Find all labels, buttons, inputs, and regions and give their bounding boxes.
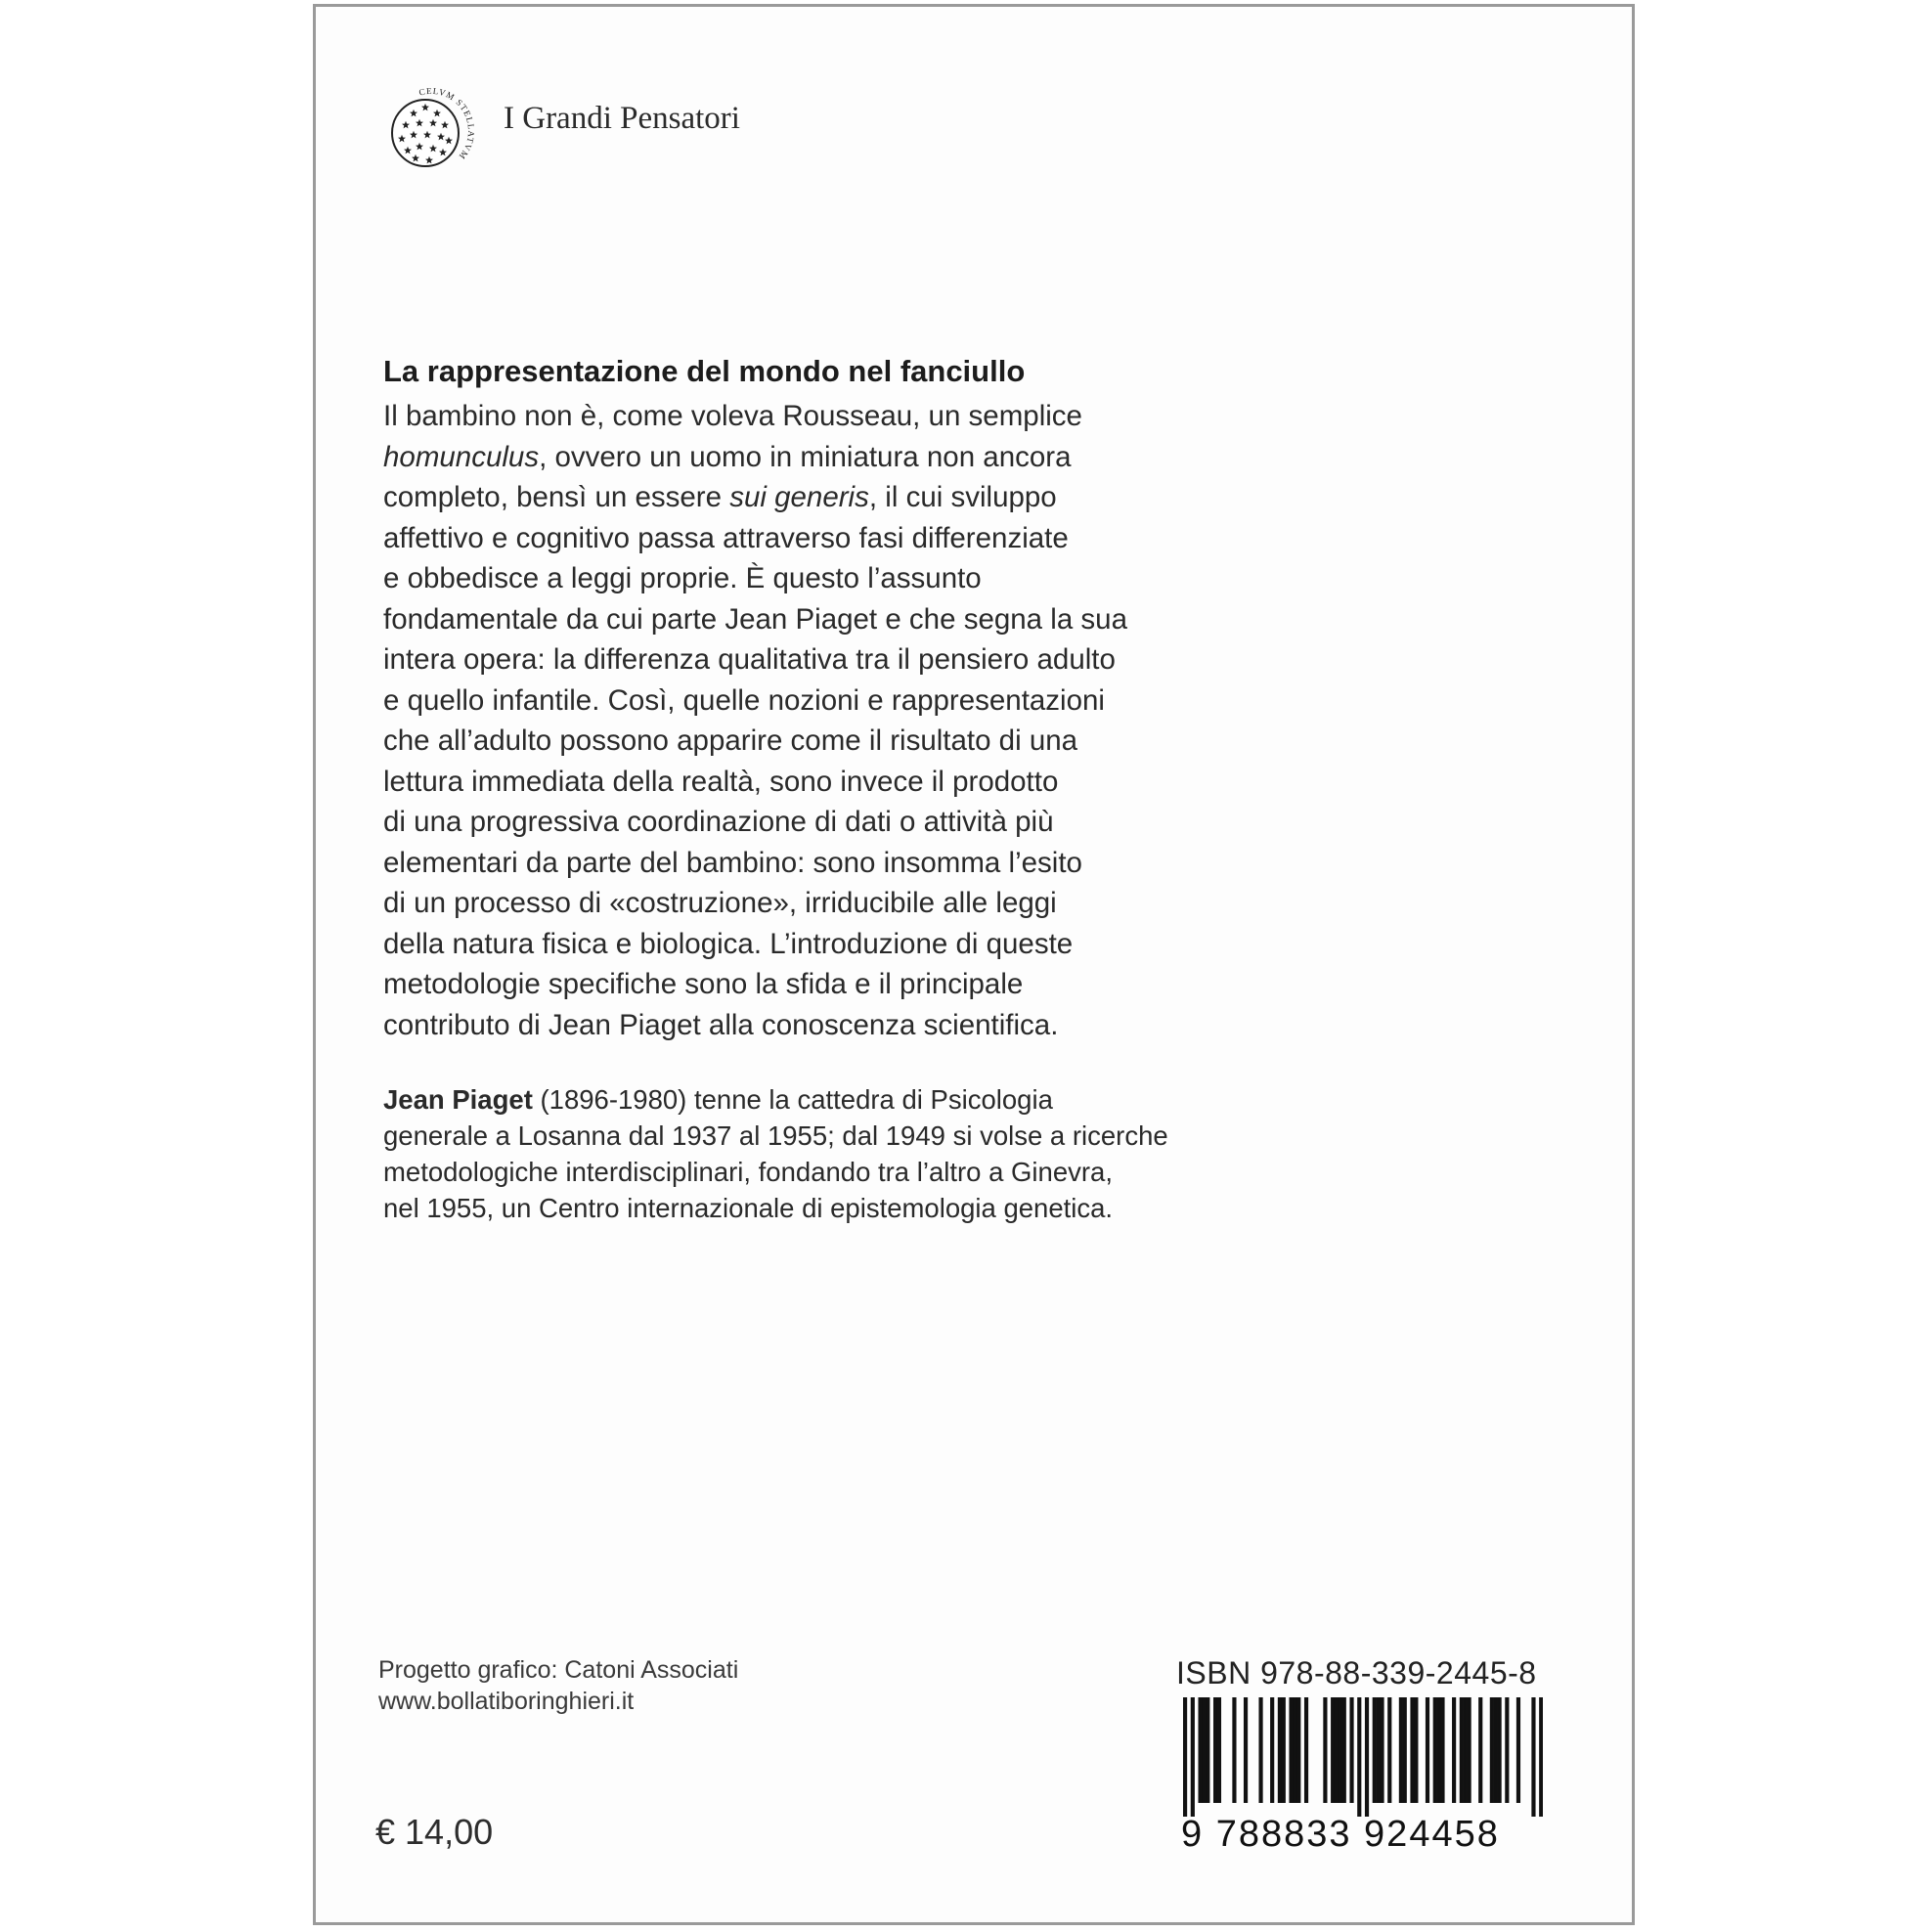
- bio-line: [383, 1154, 1244, 1190]
- barcode-bar: [1460, 1697, 1464, 1803]
- barcode-bar: [1213, 1697, 1217, 1803]
- barcode-bar: [1183, 1697, 1187, 1817]
- barcode-bar: [1232, 1697, 1236, 1803]
- price: € 14,00: [375, 1812, 494, 1852]
- barcode-bar: [1244, 1697, 1248, 1803]
- barcode-bar: [1531, 1697, 1535, 1817]
- barcode-bar: [1282, 1697, 1286, 1803]
- blurb-line-text: homunculus: [383, 440, 540, 473]
- barcode-bar: [1468, 1697, 1471, 1803]
- barcode-bar: [1198, 1697, 1202, 1803]
- blurb-line-text: , il cui sviluppo: [868, 481, 1057, 513]
- blurb-line: [383, 762, 1244, 803]
- blurb-line: [383, 1005, 1244, 1046]
- barcode-bar: [1437, 1697, 1441, 1803]
- barcode-bar: [1293, 1697, 1296, 1803]
- blurb-line-text: elementari da parte del bambino: sono insomma l’esito: [383, 846, 1082, 879]
- credits: [378, 1654, 738, 1717]
- barcode-bar: [1399, 1697, 1403, 1803]
- barcode-bar: [1304, 1697, 1308, 1803]
- barcode-bar: [1380, 1697, 1383, 1803]
- blurb-line-text: completo, bensì un essere: [383, 481, 730, 513]
- barcode-bar: [1289, 1697, 1293, 1803]
- blurb-line-text: che all’adulto possono apparire come il risultato di una: [383, 724, 1078, 757]
- bio-line-text: generale a Losanna dal 1937 al 1955; dal 1949 si volse a ricerche: [383, 1120, 1168, 1151]
- blurb-line-text: affettivo e cognitivo passa attraverso fasi differenziate: [383, 521, 1069, 554]
- blurb-line-text: Il bambino non è, come voleva Rousseau, un semplice: [383, 400, 1082, 432]
- barcode-bar: [1452, 1697, 1456, 1803]
- bio-line-text: nel 1955, un Centro internazionale di epistemologia genetica.: [383, 1193, 1114, 1223]
- blurb-line: [383, 639, 1244, 681]
- blurb-line-text: sui generis: [729, 481, 869, 513]
- bio-line-text: (1896-1980) tenne la cattedra di Psicologia: [532, 1084, 1053, 1115]
- blurb-line-text: lettura immediata della realtà, sono invece il prodotto: [383, 765, 1059, 798]
- blurb-line-text: e quello infantile. Così, quelle nozioni e rappresentazioni: [383, 683, 1105, 717]
- barcode-bar: [1490, 1697, 1494, 1803]
- blurb-line-text: della natura fisica e biologica. L’introduzione di queste: [383, 927, 1074, 960]
- blurb-line: [383, 843, 1244, 884]
- barcode-bar: [1387, 1697, 1391, 1803]
- barcode-icon: [1183, 1697, 1543, 1817]
- blurb-line: [383, 599, 1244, 640]
- bio-line-text: metodologiche interdisciplinari, fondando tra l’altro a Ginevra,: [383, 1157, 1113, 1187]
- blurb-line-text: metodologie specifiche sono la sfida e il principale: [383, 968, 1024, 1000]
- bio-line: [383, 1081, 1244, 1118]
- barcode-bar: [1498, 1697, 1502, 1803]
- blurb-line: [383, 396, 1244, 437]
- celvm-stellatvm-logo: [386, 86, 476, 176]
- barcode-bar: [1296, 1697, 1300, 1803]
- barcode-bar: [1373, 1697, 1377, 1803]
- barcode-bar: [1191, 1697, 1195, 1817]
- barcode-bar: [1217, 1697, 1221, 1803]
- blurb-line: [383, 681, 1244, 722]
- blurb-line: [383, 558, 1244, 599]
- barcode-bar: [1331, 1697, 1335, 1803]
- blurb-line: [383, 802, 1244, 843]
- barcode-bar: [1365, 1697, 1369, 1817]
- barcode-bar: [1516, 1697, 1520, 1803]
- barcode-bar: [1335, 1697, 1339, 1803]
- blurb-line-text: e obbedisce a leggi proprie. È questo l’assunto: [383, 562, 982, 594]
- blurb-line-text: , ovvero un uomo in miniatura non ancora: [539, 440, 1072, 473]
- design-credit: Progetto grafico: Catoni Associati: [378, 1656, 739, 1684]
- barcode-bar: [1270, 1697, 1274, 1803]
- isbn-label: ISBN 978-88-339-2445-8: [1176, 1655, 1537, 1690]
- blurb-line: [383, 964, 1244, 1005]
- blurb-line: [383, 437, 1244, 478]
- blurb-line-text: fondamentale da cui parte Jean Piaget e che segna la sua: [383, 602, 1127, 636]
- barcode-bar: [1202, 1697, 1206, 1803]
- blurb-line-text: contributo di Jean Piaget alla conoscenza scientifica.: [383, 1008, 1059, 1041]
- barcode-bar: [1478, 1697, 1482, 1803]
- barcode-bar: [1426, 1697, 1429, 1803]
- barcode-bar: [1440, 1697, 1444, 1803]
- barcode-bar: [1342, 1697, 1346, 1803]
- blurb-line: [383, 721, 1244, 762]
- blurb-line-text: di un processo di «costruzione», irriducibile alle leggi: [383, 887, 1057, 919]
- blurb-line: [383, 518, 1244, 559]
- barcode-bar: [1323, 1697, 1327, 1803]
- bio-line: [383, 1118, 1244, 1154]
- barcode-bar: [1505, 1697, 1509, 1803]
- bio-line: [383, 1190, 1244, 1226]
- barcode-bar: [1349, 1697, 1353, 1803]
- barcode-bar: [1377, 1697, 1381, 1803]
- author-bio: [383, 1081, 1244, 1226]
- book-blurb: [383, 396, 1244, 1045]
- barcode-bar: [1414, 1697, 1418, 1803]
- barcode-bar: [1206, 1697, 1209, 1803]
- barcode-bar: [1339, 1697, 1342, 1803]
- series-name: I Grandi Pensatori: [504, 101, 740, 136]
- logo-text: CELVM STELLATVM: [417, 86, 476, 162]
- barcode-bar: [1464, 1697, 1468, 1803]
- publisher-website: www.bollatiboringhieri.it: [378, 1688, 635, 1715]
- book-title: La rappresentazione del mondo nel fanciullo: [383, 354, 1026, 388]
- barcode-digits: 9 788833 924458: [1181, 1814, 1500, 1855]
- blurb-line: [383, 924, 1244, 965]
- bio-line-text: Jean Piaget: [383, 1084, 533, 1115]
- barcode-bar: [1278, 1697, 1282, 1803]
- blurb-line: [383, 883, 1244, 924]
- barcode-bar: [1357, 1697, 1361, 1817]
- blurb-line-text: di una progressiva coordinazione di dati o attività più: [383, 806, 1054, 838]
- barcode-bar: [1410, 1697, 1414, 1803]
- barcode-bar: [1433, 1697, 1437, 1803]
- barcode-bar: [1403, 1697, 1407, 1803]
- barcode-bar: [1539, 1697, 1543, 1817]
- blurb-line: [383, 477, 1244, 518]
- barcode-bar: [1494, 1697, 1498, 1803]
- barcode-bar: [1258, 1697, 1262, 1803]
- blurb-line-text: intera opera: la differenza qualitativa tra il pensiero adulto: [383, 643, 1116, 676]
